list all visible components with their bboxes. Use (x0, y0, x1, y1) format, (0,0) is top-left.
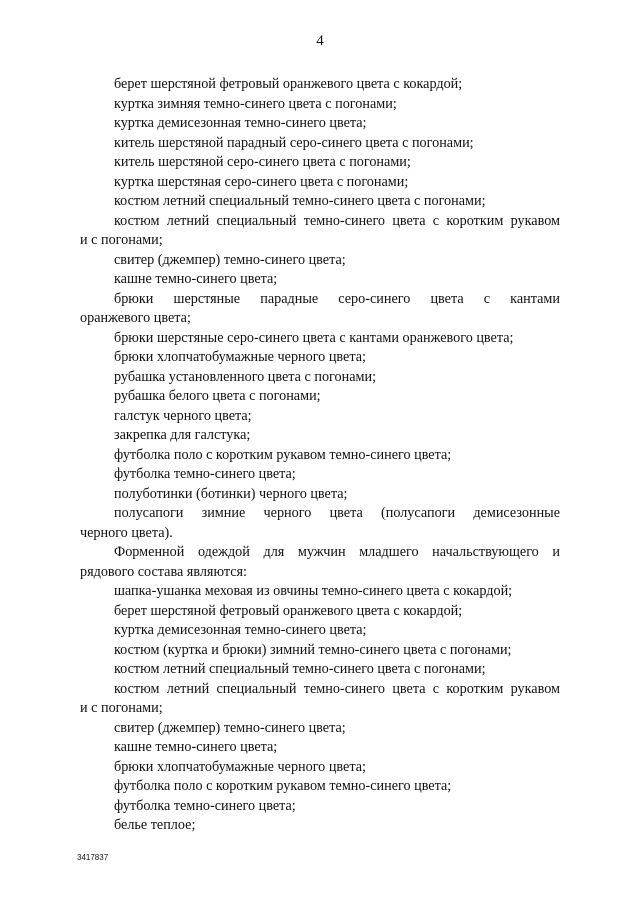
text-line: футболка поло с коротким рукавом темно-синего цвета; (114, 778, 452, 794)
text-line: брюки шерстяные парадные серо-синего цвета с кантами (114, 290, 560, 307)
text-line: закрепка для галстука; (114, 427, 251, 443)
text-line: кашне темно-синего цвета; (114, 271, 278, 287)
text-line: куртка демисезонная темно-синего цвета; (114, 115, 367, 131)
text-line: берет шерстяной фетровый оранжевого цвета с кокардой; (114, 76, 463, 92)
text-line: костюм летний специальный темно-синего цвета с коротким рукавом (114, 680, 560, 697)
text-line: костюм летний специальный темно-синего цвета с погонами; (114, 661, 486, 677)
text-line: брюки хлопчатобумажные черного цвета; (114, 758, 366, 775)
text-line: шапка-ушанка меховая из овчины темно-синего цвета с кокардой; (114, 583, 513, 599)
text-line: футболка поло с коротким рукавом темно-синего цвета; (114, 446, 452, 463)
text-line: футболка темно-синего цвета; (114, 797, 296, 814)
text-line: китель шерстяной парадный серо-синего цвета с погонами; (114, 134, 474, 151)
text-line: полусапоги зимние черного цвета (полусапоги демисезонные (114, 505, 560, 521)
text-line: куртка шерстяная серо-синего цвета с погонами; (114, 173, 409, 190)
document-code: 3417837 (77, 853, 109, 862)
text-line: футболка темно-синего цвета; (114, 466, 296, 482)
text-line: рубашка белого цвета с погонами; (114, 388, 321, 404)
text-line: полуботинки (ботинки) черного цвета; (114, 485, 348, 502)
document-body (80, 75, 560, 836)
text-line: рядового состава являются: (80, 563, 247, 580)
text-line: куртка зимняя темно-синего цвета с погонами; (114, 95, 397, 112)
text-line: рубашка установленного цвета с погонами; (114, 368, 377, 385)
text-line: китель шерстяной серо-синего цвета с погонами; (114, 154, 411, 170)
text-line: свитер (джемпер) темно-синего цвета; (114, 719, 346, 736)
text-line: и с погонами; (80, 232, 163, 248)
page-number: 4 (316, 33, 324, 49)
text-line: брюки шерстяные серо-синего цвета с кантами оранжевого цвета; (114, 329, 514, 346)
text-line: костюм летний специальный темно-синего цвета с коротким рукавом (114, 212, 560, 229)
text-line: берет шерстяной фетровый оранжевого цвета с кокардой; (114, 602, 463, 619)
text-line: оранжевого цвета; (80, 310, 191, 326)
text-line: галстук черного цвета; (114, 407, 252, 424)
text-line: костюм (куртка и брюки) зимний темно-синего цвета с погонами; (114, 641, 512, 658)
text-line: черного цвета). (80, 524, 173, 541)
text-line: брюки хлопчатобумажные черного цвета; (114, 349, 366, 365)
text-line: Форменной одеждой для мужчин младшего начальствующего и (114, 544, 560, 560)
text-line: костюм летний специальный темно-синего цвета с погонами; (114, 193, 486, 209)
text-line: свитер (джемпер) темно-синего цвета; (114, 251, 346, 268)
text-line: белье теплое; (114, 817, 196, 833)
text-line: кашне темно-синего цвета; (114, 739, 278, 755)
text-line: и с погонами; (80, 700, 163, 716)
text-line: куртка демисезонная темно-синего цвета; (114, 622, 367, 638)
